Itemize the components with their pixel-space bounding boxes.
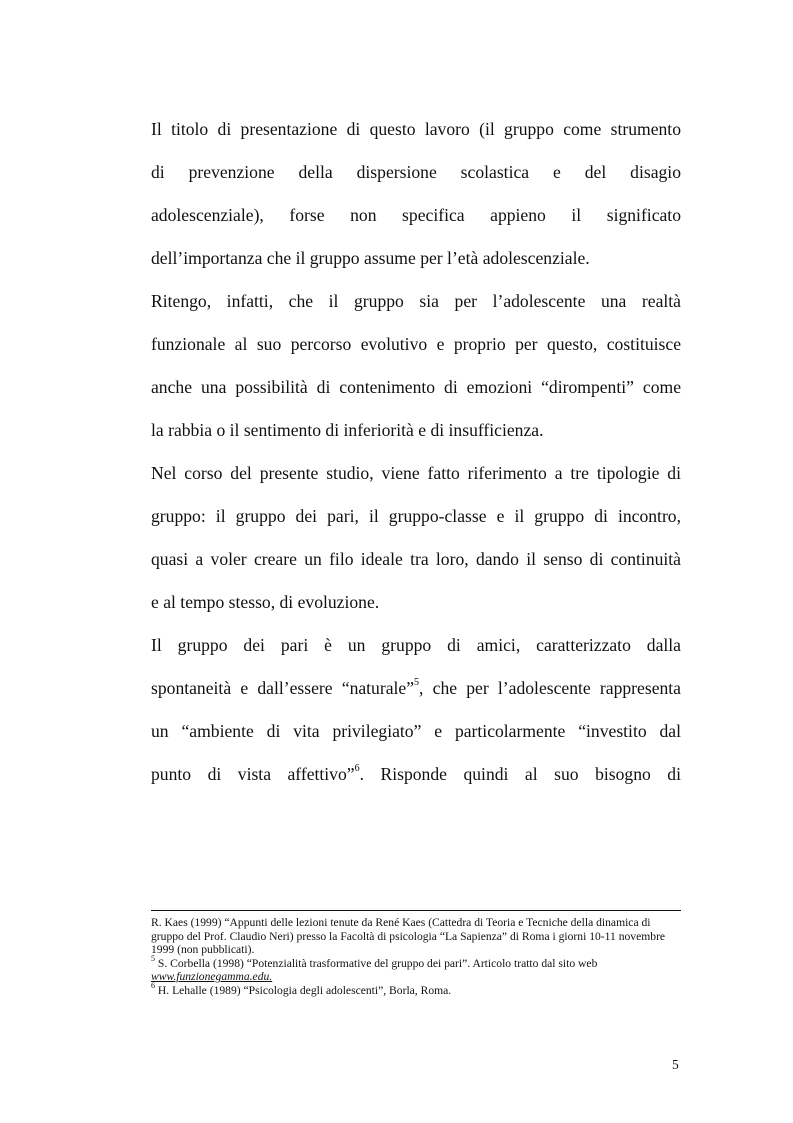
text-line: adolescenziale), forse non specifica appieno il significato	[151, 205, 681, 225]
text-line: Ritengo, infatti, che il gruppo sia per l’adolescente una realtà	[151, 291, 681, 311]
body-text	[151, 108, 681, 796]
footnote-marker-6: 6	[151, 981, 155, 991]
text-line	[151, 753, 681, 796]
text-line: quasi a voler creare un filo ideale tra loro, dando il senso di continuità	[151, 549, 681, 569]
text-line: di prevenzione della dispersione scolastica e del disagio	[151, 162, 681, 182]
footnote-4: R. Kaes (1999) “Appunti delle lezioni tenute da René Kaes (Cattedra di Teoria e Tecniche della dinamica di gruppo del Prof. Claudio Neri) presso la Facoltà di psicologia “La Sapienza” di Roma i giorni 10-11 novembre 1999 (non pubblicati).	[151, 916, 666, 957]
paragraph-3	[151, 452, 681, 624]
text-line	[151, 667, 681, 710]
page-number: 5	[672, 1057, 679, 1072]
text-segment: spontaneità e dall’essere “naturale”	[151, 678, 415, 698]
text-segment: , che per l’adolescente rappresenta	[419, 678, 681, 698]
text-line: anche una possibilità di contenimento di emozioni “dirompenti” come	[151, 377, 681, 397]
footnote-text: H. Lehalle (1989) “Psicologia degli adolescenti”, Borla, Roma.	[155, 983, 452, 997]
paragraph-1	[151, 108, 681, 280]
footnote-reference-6[interactable]: 6	[354, 763, 360, 775]
footnote-link[interactable]: www.funzionegamma.edu.	[151, 970, 273, 984]
footnote-5	[151, 953, 681, 984]
text-line: la rabbia o il sentimento di inferiorità e di insufficienza.	[151, 420, 544, 440]
text-line: funzionale al suo percorso evolutivo e proprio per questo, costituisce	[151, 334, 681, 354]
text-line: Il titolo di presentazione di questo lavoro (il gruppo come strumento	[151, 119, 681, 139]
footnote-reference-5[interactable]: 5	[414, 677, 420, 689]
paragraph-4	[151, 624, 681, 796]
footnote-divider	[151, 910, 681, 911]
paragraph-2	[151, 280, 681, 452]
text-segment: . Risponde quindi al suo bisogno di	[359, 764, 681, 784]
footnote-marker-5: 5	[151, 953, 155, 963]
footnotes	[151, 916, 681, 998]
footnote-6	[151, 981, 681, 998]
text-line: e al tempo stesso, di evoluzione.	[151, 592, 380, 612]
text-segment: punto di vista affettivo”	[151, 764, 355, 784]
text-line: Il gruppo dei pari è un gruppo di amici, caratterizzato dalla	[151, 635, 681, 655]
text-line: gruppo: il gruppo dei pari, il gruppo-classe e il gruppo di incontro,	[151, 506, 681, 526]
footnote-text: S. Corbella (1998) “Potenzialità trasformative del gruppo dei pari”. Articolo tratto dal sito web	[155, 956, 598, 970]
text-line: dell’importanza che il gruppo assume per l’età adolescenziale.	[151, 248, 590, 268]
text-line: Nel corso del presente studio, viene fatto riferimento a tre tipologie di	[151, 463, 681, 483]
text-line: un “ambiente di vita privilegiato” e particolarmente “investito dal	[151, 721, 681, 741]
